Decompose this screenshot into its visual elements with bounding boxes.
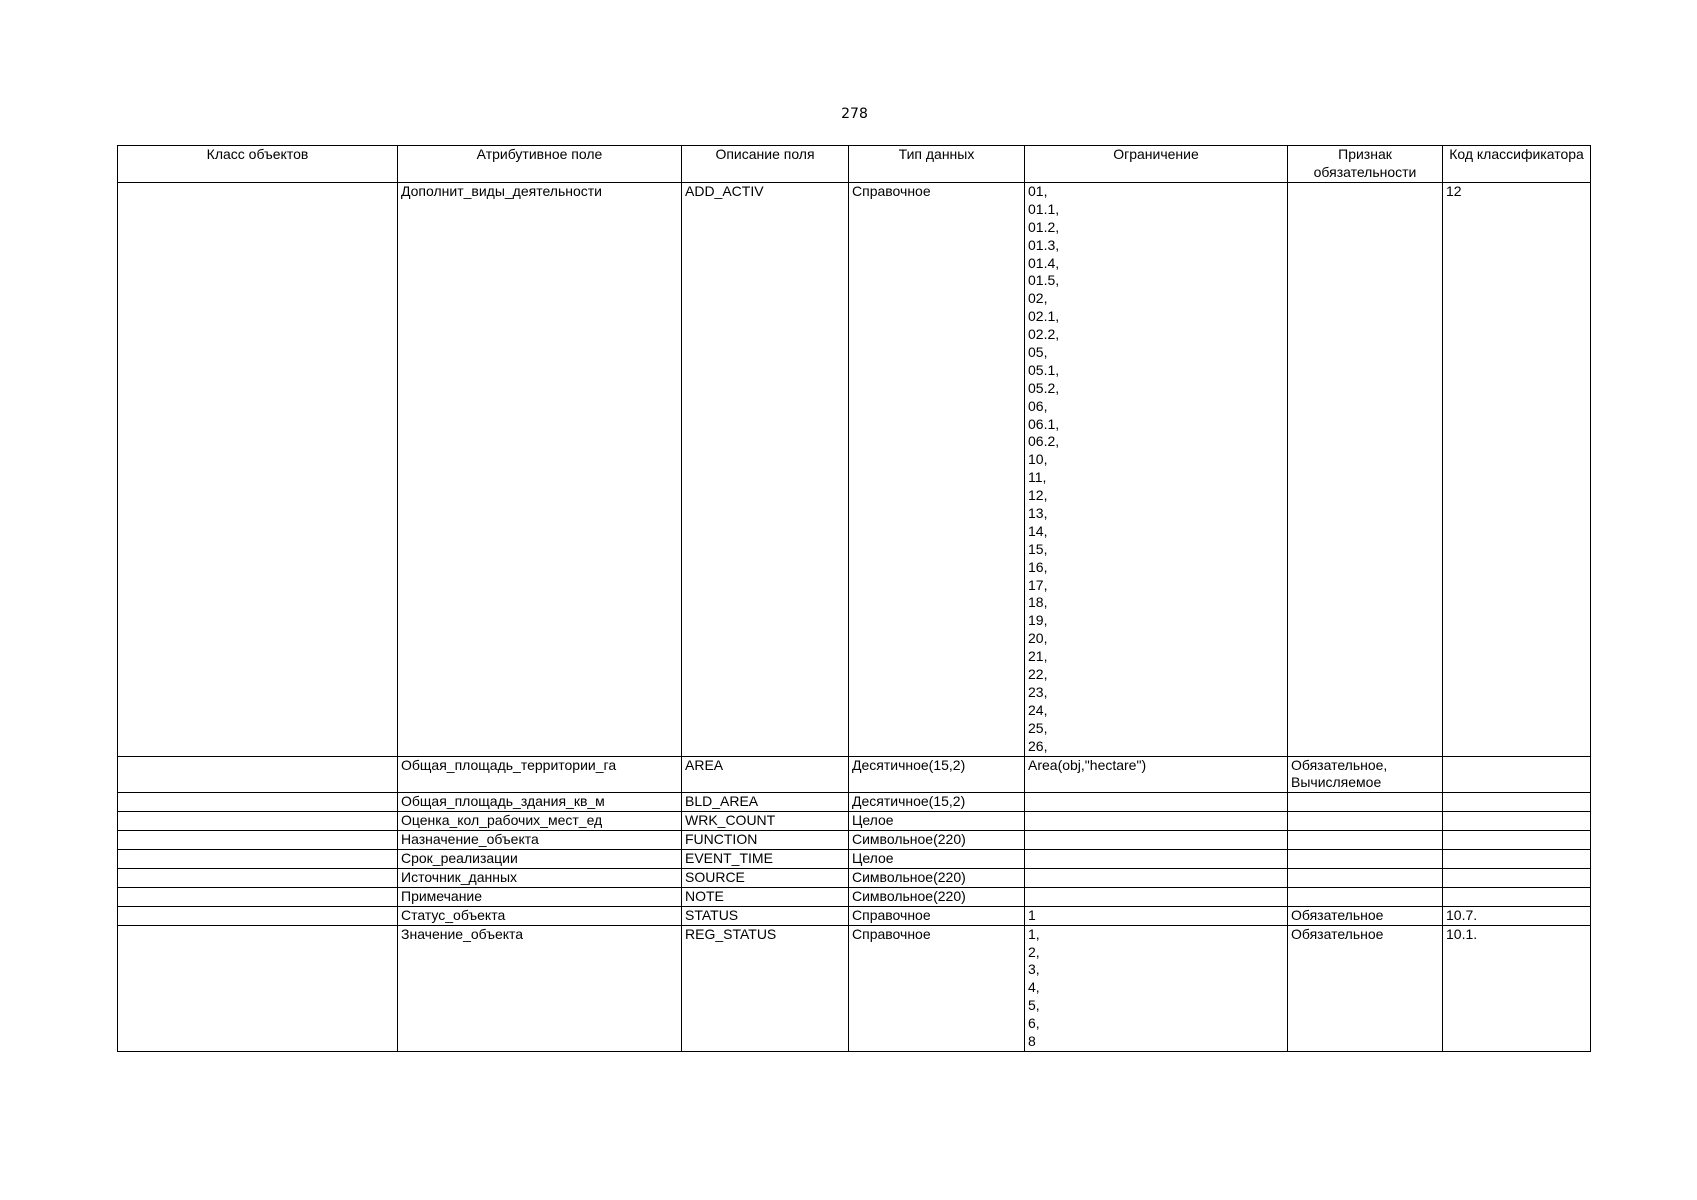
cell-attribute-field: Общая_площадь_территории_га bbox=[398, 756, 682, 793]
table-row bbox=[118, 887, 1591, 906]
restriction-value: 1 bbox=[1028, 906, 1036, 923]
cell-restriction bbox=[1025, 906, 1288, 925]
restriction-value: 6, bbox=[1028, 1015, 1040, 1032]
cell-attribute-field: Значение_объекта bbox=[398, 925, 682, 1051]
cell-classifier-code bbox=[1443, 868, 1591, 887]
table-body bbox=[118, 183, 1591, 1052]
cell-object-class bbox=[118, 793, 398, 812]
cell-restriction bbox=[1025, 793, 1288, 812]
cell-required-flag bbox=[1288, 183, 1443, 757]
cell-classifier-code bbox=[1443, 793, 1591, 812]
restriction-value: 14, bbox=[1028, 522, 1048, 539]
restriction-value: 16, bbox=[1028, 558, 1048, 575]
table-row bbox=[118, 925, 1591, 1051]
cell-attribute-field: Назначение_объекта bbox=[398, 831, 682, 850]
header-required-flag: Признак обязательности bbox=[1288, 146, 1443, 183]
restriction-value: 06.1, bbox=[1028, 415, 1060, 432]
cell-required-flag bbox=[1288, 887, 1443, 906]
cell-field-description: AREA bbox=[682, 756, 849, 793]
cell-field-description: SOURCE bbox=[682, 868, 849, 887]
restriction-value: 25, bbox=[1028, 719, 1048, 736]
cell-object-class bbox=[118, 183, 398, 757]
header-attribute-field: Атрибутивное поле bbox=[398, 146, 682, 183]
cell-data-type: Справочное bbox=[849, 906, 1025, 925]
cell-attribute-field: Примечание bbox=[398, 887, 682, 906]
cell-restriction bbox=[1025, 925, 1288, 1051]
cell-restriction bbox=[1025, 887, 1288, 906]
cell-data-type: Символьное(220) bbox=[849, 831, 1025, 850]
cell-field-description: NOTE bbox=[682, 887, 849, 906]
cell-object-class bbox=[118, 868, 398, 887]
cell-data-type: Десятичное(15,2) bbox=[849, 793, 1025, 812]
restriction-value: 06.2, bbox=[1028, 433, 1060, 450]
restriction-value: 05, bbox=[1028, 344, 1048, 361]
cell-restriction bbox=[1025, 756, 1288, 793]
cell-restriction bbox=[1025, 812, 1288, 831]
restriction-value: 17, bbox=[1028, 576, 1048, 593]
cell-object-class bbox=[118, 756, 398, 793]
attribute-table bbox=[117, 145, 1591, 1052]
header-object-class: Класс объектов bbox=[118, 146, 398, 183]
restriction-value: 13, bbox=[1028, 505, 1048, 522]
cell-restriction bbox=[1025, 183, 1288, 757]
cell-field-description: REG_STATUS bbox=[682, 925, 849, 1051]
table-row bbox=[118, 850, 1591, 869]
restriction-value: 5, bbox=[1028, 997, 1040, 1014]
cell-field-description: FUNCTION bbox=[682, 831, 849, 850]
table-row bbox=[118, 812, 1591, 831]
cell-data-type: Целое bbox=[849, 812, 1025, 831]
cell-classifier-code: 10.7. bbox=[1443, 906, 1591, 925]
cell-object-class bbox=[118, 850, 398, 869]
restriction-value: 01.5, bbox=[1028, 272, 1060, 289]
restriction-value: 3, bbox=[1028, 961, 1040, 978]
restriction-value: Area(obj,"hectare") bbox=[1028, 756, 1147, 773]
table-header-row bbox=[118, 146, 1591, 183]
cell-data-type: Целое bbox=[849, 850, 1025, 869]
cell-required-flag bbox=[1288, 850, 1443, 869]
restriction-value: 24, bbox=[1028, 701, 1048, 718]
cell-required-flag bbox=[1288, 831, 1443, 850]
cell-object-class bbox=[118, 887, 398, 906]
restriction-value: 05.2, bbox=[1028, 379, 1060, 396]
cell-data-type: Справочное bbox=[849, 925, 1025, 1051]
cell-required-flag: Обязательное bbox=[1288, 925, 1443, 1051]
table-row bbox=[118, 756, 1591, 793]
table-row bbox=[118, 868, 1591, 887]
restriction-value: 21, bbox=[1028, 648, 1048, 665]
header-classifier-code: Код классификатора bbox=[1443, 146, 1591, 183]
cell-attribute-field: Дополнит_виды_деятельности bbox=[398, 183, 682, 757]
cell-restriction bbox=[1025, 868, 1288, 887]
cell-required-flag: Обязательное bbox=[1288, 906, 1443, 925]
restriction-value: 02.2, bbox=[1028, 326, 1060, 343]
table-row bbox=[118, 831, 1591, 850]
restriction-value: 8 bbox=[1028, 1033, 1036, 1049]
restriction-value: 02.1, bbox=[1028, 308, 1060, 325]
restriction-value: 2, bbox=[1028, 943, 1040, 960]
header-restriction: Ограничение bbox=[1025, 146, 1288, 183]
cell-attribute-field: Общая_площадь_здания_кв_м bbox=[398, 793, 682, 812]
cell-object-class bbox=[118, 925, 398, 1051]
cell-classifier-code bbox=[1443, 756, 1591, 793]
cell-data-type: Символьное(220) bbox=[849, 868, 1025, 887]
cell-classifier-code bbox=[1443, 850, 1591, 869]
restriction-value: 01, bbox=[1028, 183, 1048, 199]
cell-object-class bbox=[118, 906, 398, 925]
restriction-value: 20, bbox=[1028, 630, 1048, 647]
table-row bbox=[118, 793, 1591, 812]
cell-field-description: BLD_AREA bbox=[682, 793, 849, 812]
restriction-value: 26, bbox=[1028, 737, 1048, 754]
cell-classifier-code bbox=[1443, 831, 1591, 850]
restriction-value: 18, bbox=[1028, 594, 1048, 611]
cell-required-flag bbox=[1288, 812, 1443, 831]
restriction-value: 06, bbox=[1028, 397, 1048, 414]
cell-attribute-field: Оценка_кол_рабочих_мест_ед bbox=[398, 812, 682, 831]
cell-attribute-field: Источник_данных bbox=[398, 868, 682, 887]
table-row bbox=[118, 906, 1591, 925]
restriction-value: 05.1, bbox=[1028, 361, 1060, 378]
page-number: 278 bbox=[841, 106, 868, 122]
cell-field-description: EVENT_TIME bbox=[682, 850, 849, 869]
cell-attribute-field: Статус_объекта bbox=[398, 906, 682, 925]
cell-data-type: Символьное(220) bbox=[849, 887, 1025, 906]
restriction-value: 11, bbox=[1028, 469, 1047, 486]
restriction-value: 19, bbox=[1028, 612, 1048, 629]
restriction-value: 1, bbox=[1028, 925, 1040, 942]
cell-classifier-code: 12 bbox=[1443, 183, 1591, 757]
header-field-description: Описание поля bbox=[682, 146, 849, 183]
cell-classifier-code bbox=[1443, 887, 1591, 906]
restriction-value: 22, bbox=[1028, 666, 1048, 683]
restriction-value: 4, bbox=[1028, 979, 1040, 996]
cell-required-flag bbox=[1288, 793, 1443, 812]
cell-classifier-code: 10.1. bbox=[1443, 925, 1591, 1051]
restriction-value: 12, bbox=[1028, 487, 1048, 504]
cell-required-flag bbox=[1288, 868, 1443, 887]
restriction-value: 01.2, bbox=[1028, 218, 1060, 235]
table-row bbox=[118, 183, 1591, 757]
cell-data-type: Десятичное(15,2) bbox=[849, 756, 1025, 793]
cell-classifier-code bbox=[1443, 812, 1591, 831]
cell-restriction bbox=[1025, 831, 1288, 850]
cell-object-class bbox=[118, 831, 398, 850]
restriction-value: 23, bbox=[1028, 683, 1048, 700]
cell-restriction bbox=[1025, 850, 1288, 869]
header-data-type: Тип данных bbox=[849, 146, 1025, 183]
cell-required-flag: Обязательное, Вычисляемое bbox=[1288, 756, 1443, 793]
cell-attribute-field: Срок_реализации bbox=[398, 850, 682, 869]
restriction-value: 15, bbox=[1028, 540, 1048, 557]
restriction-value: 01.1, bbox=[1028, 200, 1060, 217]
restriction-value: 01.4, bbox=[1028, 254, 1060, 271]
cell-object-class bbox=[118, 812, 398, 831]
restriction-value: 02, bbox=[1028, 290, 1048, 307]
cell-field-description: STATUS bbox=[682, 906, 849, 925]
cell-field-description: ADD_ACTIV bbox=[682, 183, 849, 757]
restriction-value: 01.3, bbox=[1028, 236, 1060, 253]
cell-field-description: WRK_COUNT bbox=[682, 812, 849, 831]
restriction-value: 10, bbox=[1028, 451, 1048, 468]
cell-data-type: Справочное bbox=[849, 183, 1025, 757]
